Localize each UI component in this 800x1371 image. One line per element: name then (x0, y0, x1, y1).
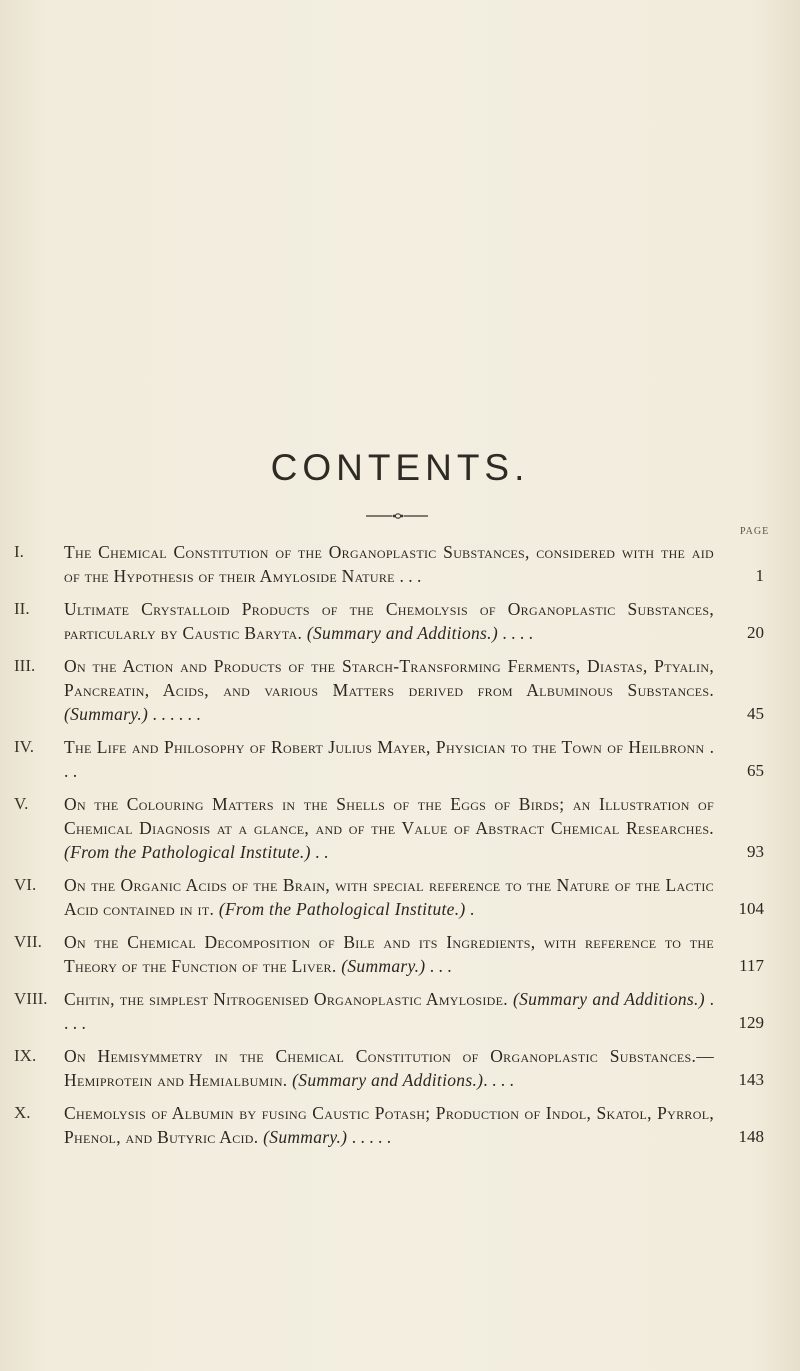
leader-dots: . . . . . (347, 1127, 392, 1147)
leader-dots: . . . . (64, 989, 714, 1033)
entry-page-number: 45 (747, 704, 764, 723)
entry-number: IV. (14, 737, 34, 756)
entry-note: (Summary and Additions.) (512, 989, 705, 1009)
entry-title: On the Chemical Decomposition of Bile and its Ingredients, with reference to the Theory of the Function of the Liver. (Summary.) . . . (64, 932, 714, 976)
entry-title: On the Colouring Matters in the Shells of the Eggs of Birds; an Illustration of Chemical Diagnosis at a glance, and of the Value of Abstract Chemical Researches. (From the Pathological Institute.) . . (64, 794, 714, 862)
toc-entry (0, 597, 800, 645)
leader-dots: . . (310, 842, 329, 862)
entry-number: VI. (14, 875, 37, 894)
contents-heading: CONTENTS. (270, 447, 530, 488)
entry-number: III. (14, 656, 36, 675)
entry-page-number: 1 (755, 566, 764, 585)
entry-page-number: 104 (738, 899, 764, 918)
entry-page-number: 129 (738, 1013, 764, 1032)
entry-number: IX. (14, 1046, 37, 1065)
toc-entry (0, 654, 800, 726)
entry-page-number: 65 (747, 761, 764, 780)
entry-number: VIII. (14, 989, 48, 1008)
toc-entry (0, 987, 800, 1035)
leader-dots: . . . (425, 956, 452, 976)
entry-number: X. (14, 1103, 31, 1122)
ornament-rule-icon (366, 512, 428, 520)
entry-page-number: 93 (747, 842, 764, 861)
entry-number: V. (14, 794, 29, 813)
entry-title: The Life and Philosophy of Robert Julius Mayer, Physician to the Town of Heilbronn . . . (64, 737, 714, 781)
table-of-contents (0, 540, 800, 1158)
toc-entry (0, 930, 800, 978)
entry-title: Chemolysis of Albumin by fusing Caustic Potash; Production of Indol, Skatol, Pyrrol, Phenol, and Butyric Acid. (Summary.) . . . . . (64, 1103, 714, 1147)
entry-note: (Summary and Additions.) (292, 1070, 484, 1090)
entry-number: II. (14, 599, 30, 618)
entry-page-number: 143 (738, 1070, 764, 1089)
page-column-label: PAGE (740, 526, 770, 537)
entry-page-number: 20 (747, 623, 764, 642)
entry-title: The Chemical Constitution of the Organoplastic Substances, considered with the aid of the Hypothesis of their Amyloside Nature . . . (64, 542, 714, 586)
entry-note: (Summary.) (263, 1127, 348, 1147)
entry-note: (Summary.) (341, 956, 426, 976)
entry-title: On the Organic Acids of the Brain, with special reference to the Nature of the Lactic Acid contained in it. (From the Pathological Institute.) . (64, 875, 714, 919)
toc-entry (0, 792, 800, 864)
leader-dots: . . . . (483, 1070, 514, 1090)
entry-note: (From the Pathological Institute.) (218, 899, 466, 919)
leader-dots: . . . . . . (148, 704, 201, 724)
entry-page-number: 117 (739, 956, 764, 975)
entry-note: (From the Pathological Institute.) (64, 842, 311, 862)
toc-entry (0, 1044, 800, 1092)
entry-title: Chitin, the simplest Nitrogenised Organoplastic Amyloside. (Summary and Additions.) . . . . (64, 989, 714, 1033)
entry-number: I. (14, 542, 24, 561)
leader-dots: . . . (64, 737, 714, 781)
entry-title: On Hemisymmetry in the Chemical Constitution of Organoplastic Substances.—Hemiprotein and Hemialbumin. (Summary and Additions.). . . . (64, 1046, 714, 1090)
leader-dots: . . . (399, 566, 422, 586)
entry-note: (Summary and Additions.) (306, 623, 498, 643)
toc-entry (0, 1101, 800, 1149)
entry-title: Ultimate Crystalloid Products of the Chemolysis of Organoplastic Substances, particularly by Caustic Baryta. (Summary and Additions.) . . . . (64, 599, 714, 643)
toc-entry (0, 873, 800, 921)
leader-dots: . . . . (497, 623, 533, 643)
entry-number: VII. (14, 932, 42, 951)
toc-entry (0, 540, 800, 588)
entry-title: On the Action and Products of the Starch-Transforming Ferments, Diastas, Ptyalin, Pancreatin, Acids, and various Matters derived from Albuminous Substances. (Summary.) . . . . . . (64, 656, 714, 724)
entry-note: (Summary.) (64, 704, 149, 724)
leader-dots: . (465, 899, 475, 919)
entry-page-number: 148 (738, 1127, 764, 1146)
toc-entry (0, 735, 800, 783)
